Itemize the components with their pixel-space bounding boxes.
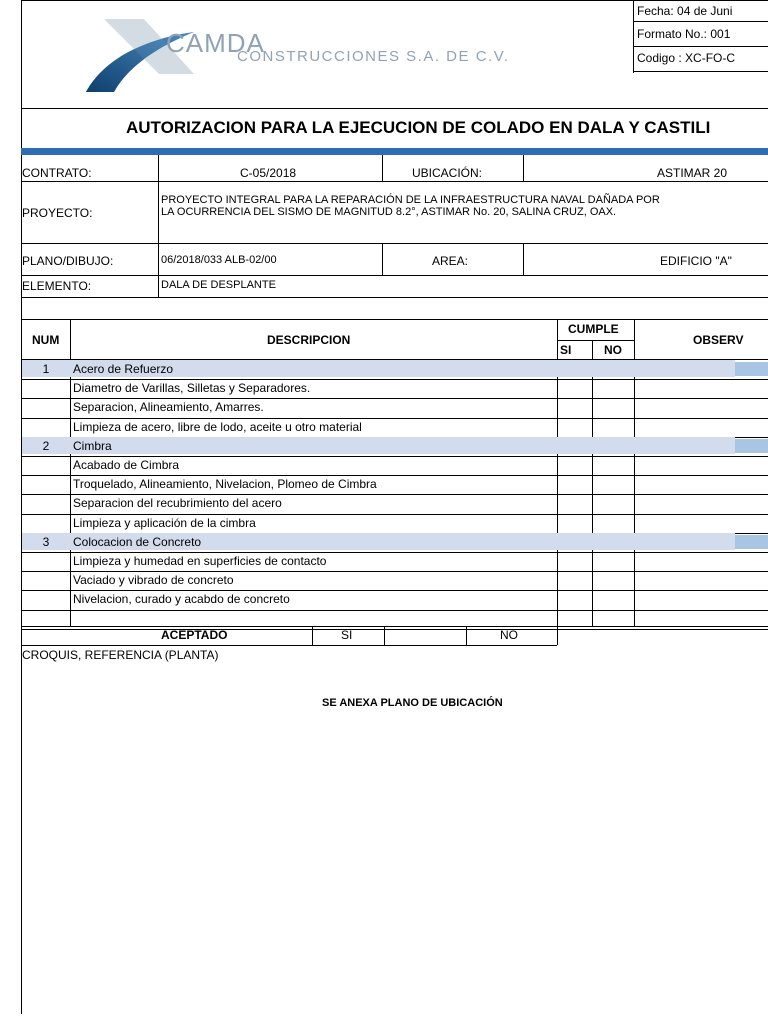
col-cumple-header: CUMPLE	[568, 322, 619, 336]
row-number: 1	[42, 362, 50, 376]
col-num-header: NUM	[32, 333, 60, 347]
checklist-item: Nivelacion, curado y acabdo de concreto	[73, 592, 290, 606]
proyecto-label: PROYECTO:	[22, 206, 93, 220]
section-title: Cimbra	[73, 439, 112, 453]
checklist-item: Separacion, Alineamiento, Amarres.	[73, 400, 264, 414]
section-tab	[735, 362, 768, 376]
accepted-si[interactable]: SI	[341, 628, 353, 642]
checklist-item: Separacion del recubrimiento del acero	[73, 496, 282, 510]
area-value: EDIFICIO "A"	[660, 254, 732, 268]
col-si-header: SI	[560, 343, 572, 357]
document-info-box	[633, 0, 768, 73]
formato-text: Formato No.: 001	[637, 27, 731, 41]
checklist-item: Troquelado, Alineamiento, Nivelacion, Plomeo de Cimbra	[73, 477, 377, 491]
section-tab	[735, 535, 768, 549]
accepted-no[interactable]: NO	[500, 628, 518, 642]
checklist-item: Limpieza de acero, libre de lodo, aceite u otro material	[73, 420, 362, 434]
contrato-value: C-05/2018	[240, 166, 297, 180]
title-top-rule	[21, 108, 768, 109]
croquis-label: CROQUIS, REFERENCIA (PLANTA)	[22, 648, 219, 662]
section-title: Colocacion de Concreto	[73, 535, 202, 549]
company-name: CONSTRUCCIONES S.A. DE C.V.	[237, 48, 510, 65]
col-obs-header: OBSERV	[693, 333, 744, 347]
ubicacion-label: UBICACIÓN:	[412, 166, 483, 180]
elemento-value: DALA DE DESPLANTE	[161, 279, 276, 291]
row-number: 3	[42, 535, 50, 549]
contrato-label: CONTRATO:	[22, 166, 92, 180]
col-desc-header: DESCRIPCION	[267, 333, 351, 347]
fecha-text: Fecha: 04 de Juni	[637, 4, 733, 18]
row-number: 2	[42, 439, 50, 453]
checklist-item: Diametro de Varillas, Silletas y Separadores.	[73, 381, 311, 395]
top-border	[21, 0, 633, 1]
elemento-label: ELEMENTO:	[22, 279, 92, 293]
col-no-header: NO	[604, 343, 622, 357]
ubicacion-value: ASTIMAR 20	[657, 166, 728, 180]
annex-note: SE ANEXA PLANO DE UBICACIÓN	[322, 697, 503, 709]
logo-wordmark: CAMDA	[166, 28, 265, 58]
checklist-item: Acabado de Cimbra	[73, 458, 180, 472]
section-band	[22, 437, 735, 454]
accepted-label: ACEPTADO	[161, 628, 228, 642]
title-accent-band	[21, 148, 768, 155]
checklist-item: Limpieza y aplicación de la cimbra	[73, 516, 256, 530]
proyecto-value: PROYECTO INTEGRAL PARA LA REPARACIÓN DE LA INFRAESTRUCTURA NAVAL DAÑADA POR LA OCURRENCIA DEL SISMO DE MAGNITUD 8.2°, ASTIMAR No. 20, SALINA CRUZ, OAX.	[161, 194, 660, 218]
checklist-item: Vaciado y vibrado de concreto	[73, 573, 234, 587]
plano-value: 06/2018/033 ALB-02/00	[161, 254, 277, 266]
checklist-item: Limpieza y humedad en superficies de contacto	[73, 554, 327, 568]
codigo-text: Codigo : XC-FO-C	[637, 51, 736, 65]
section-tab	[735, 439, 768, 453]
area-label: AREA:	[432, 254, 469, 268]
section-title: Acero de Refuerzo	[73, 362, 174, 376]
plano-label: PLANO/DIBUJO:	[22, 254, 114, 268]
document-title: AUTORIZACION PARA LA EJECUCION DE COLADO EN DALA Y CASTILI	[126, 118, 711, 137]
